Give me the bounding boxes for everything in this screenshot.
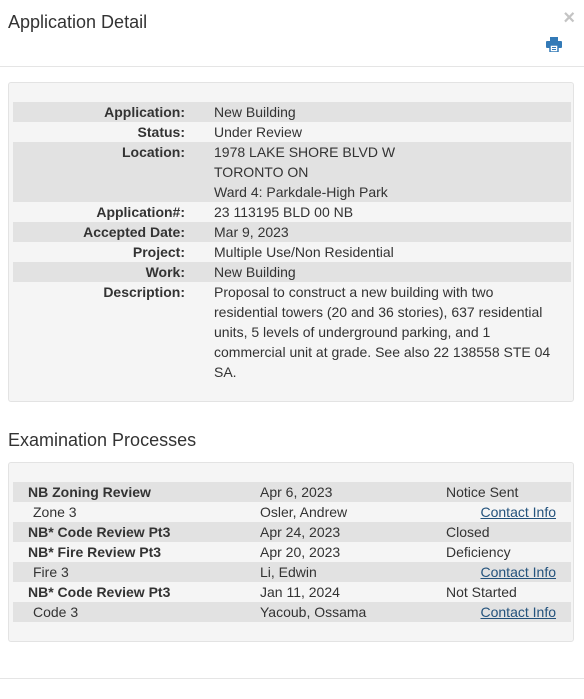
close-icon[interactable]: ×	[563, 7, 575, 29]
detail-row-status	[13, 122, 571, 142]
exam-row	[13, 522, 571, 542]
contact-info-link[interactable]: Contact Info	[480, 564, 556, 580]
status-value: Under Review	[214, 124, 302, 140]
description-value: Proposal to construct a new building with two residential towers (20 and 36 stories), 637 residential units, 5 levels of underground parking, and 1 commercial unit at grade. See also 22 138558 STE 04 SA.	[214, 284, 551, 380]
exam-date: Apr 6, 2023	[260, 484, 333, 500]
detail-row-project	[13, 242, 571, 262]
exam-team: Zone 3	[33, 504, 77, 520]
description-label: Description:	[103, 284, 185, 300]
modal-header	[0, 0, 584, 67]
exam-status: Closed	[446, 524, 490, 540]
detail-row-application-number	[13, 202, 571, 222]
work-value: New Building	[214, 264, 296, 280]
examination-processes-title: Examination Processes	[8, 430, 197, 450]
exam-row	[13, 602, 571, 622]
application-value: New Building	[214, 104, 296, 120]
exam-row	[13, 502, 571, 522]
application-number-label: Application#:	[96, 204, 185, 220]
accepted-date-value: Mar 9, 2023	[214, 224, 289, 240]
detail-row-description	[13, 282, 571, 382]
detail-row-accepted-date	[13, 222, 571, 242]
project-value: Multiple Use/Non Residential	[214, 244, 394, 260]
detail-row-location	[13, 142, 571, 202]
exam-date: Jan 11, 2024	[260, 584, 340, 600]
exam-process-name: NB Zoning Review	[28, 484, 151, 500]
examination-processes-panel	[8, 462, 574, 642]
accepted-date-label: Accepted Date:	[83, 224, 185, 240]
project-label: Project:	[132, 244, 185, 260]
detail-row-application	[13, 102, 571, 122]
application-details-panel	[8, 82, 574, 402]
location-line2: TORONTO ON	[214, 164, 309, 180]
modal-title: Application Detail	[8, 12, 148, 32]
modal-footer-divider	[0, 678, 584, 679]
exam-date: Apr 20, 2023	[260, 544, 341, 560]
exam-row	[13, 562, 571, 582]
exam-date: Apr 24, 2023	[260, 524, 341, 540]
detail-row-work	[13, 262, 571, 282]
location-line3: Ward 4: Parkdale-High Park	[214, 184, 388, 200]
exam-row	[13, 582, 571, 602]
work-label: Work:	[145, 264, 185, 280]
application-label: Application:	[104, 104, 185, 120]
exam-examiner: Li, Edwin	[260, 564, 317, 580]
application-number-value: 23 113195 BLD 00 NB	[214, 204, 354, 220]
location-label: Location:	[122, 144, 185, 160]
print-icon[interactable]	[546, 37, 562, 52]
contact-info-link[interactable]: Contact Info	[480, 604, 556, 620]
exam-row	[13, 482, 571, 502]
exam-status: Deficiency	[446, 544, 511, 560]
status-label: Status:	[137, 124, 185, 140]
exam-team: Fire 3	[33, 564, 69, 580]
exam-process-name: NB* Fire Review Pt3	[28, 544, 162, 560]
location-line1: 1978 LAKE SHORE BLVD W	[214, 144, 396, 160]
exam-status: Notice Sent	[446, 484, 519, 500]
exam-status: Not Started	[446, 584, 517, 600]
exam-process-name: NB* Code Review Pt3	[28, 584, 171, 600]
exam-examiner: Osler, Andrew	[260, 504, 348, 520]
contact-info-link[interactable]: Contact Info	[480, 504, 556, 520]
exam-team: Code 3	[33, 604, 79, 620]
exam-row	[13, 542, 571, 562]
exam-examiner: Yacoub, Ossama	[260, 604, 367, 620]
exam-process-name: NB* Code Review Pt3	[28, 524, 171, 540]
